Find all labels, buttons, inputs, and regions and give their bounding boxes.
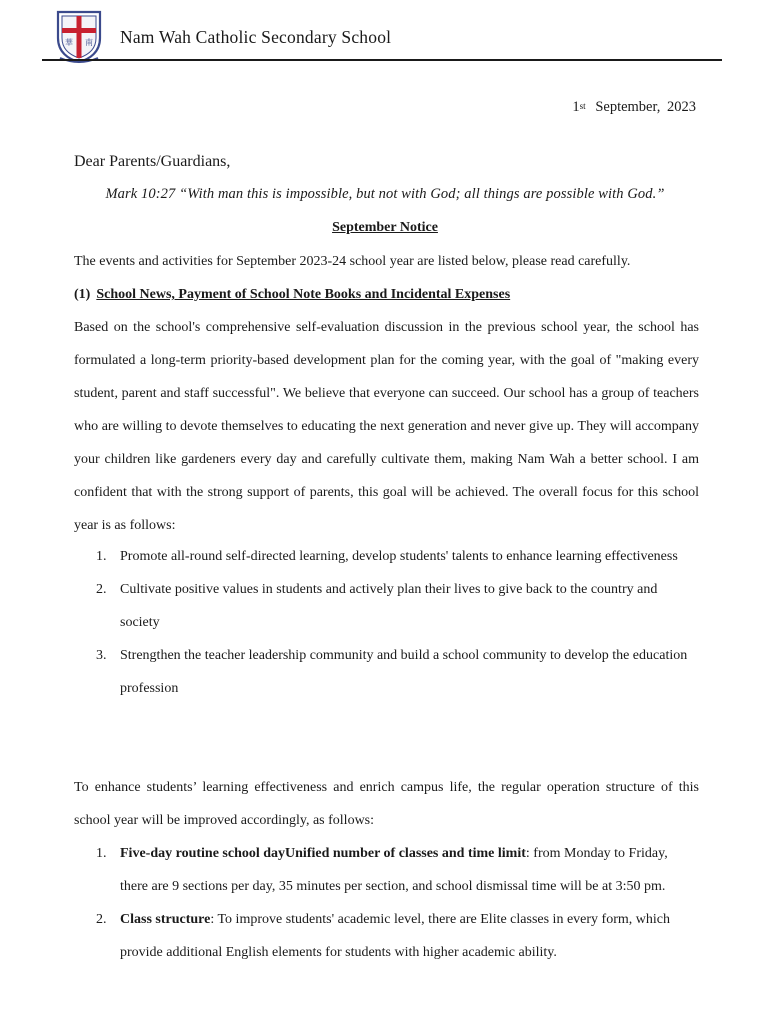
- greeting: Dear Parents/Guardians,: [74, 153, 231, 170]
- notice-title: September Notice: [332, 220, 438, 235]
- focus-list: [96, 540, 696, 705]
- list-item-text: Promote all-round self-directed learning, develop students' talents to enhance learning effectiveness: [120, 549, 678, 564]
- list-item: [96, 573, 696, 639]
- section-1-heading: [74, 287, 510, 303]
- list-item-text: : from Monday to Friday, there are 9 sections per day, 35 minutes per section, and school dismissal time will be at 3:50 pm.: [120, 846, 668, 894]
- list-item: [96, 540, 696, 573]
- list-item-number: 1.: [96, 549, 107, 564]
- section-1-number: (1): [74, 287, 91, 302]
- list-item-number: 1.: [96, 846, 107, 861]
- list-item: [96, 639, 696, 705]
- school-name: Nam Wah Catholic Secondary School: [120, 27, 392, 47]
- section-1-title: School News, Payment of School Note Books and Incidental Expenses: [96, 287, 511, 302]
- header-divider: [42, 59, 722, 61]
- structure-list: [96, 837, 696, 969]
- list-item: [96, 903, 696, 969]
- school-crest-icon: [52, 8, 106, 64]
- list-item-bold: Class structure: [120, 912, 211, 927]
- list-item-number: 2.: [96, 582, 107, 597]
- list-item-number: 2.: [96, 912, 107, 927]
- list-item-text: Strengthen the teacher leadership community and build a school community to develop the education profession: [120, 648, 688, 696]
- list-item: [96, 837, 696, 903]
- section-1-paragraph-2: To enhance students’ learning effectiveness and enrich campus life, the regular operation structure of this school year will be improved accordingly, as follows:: [74, 780, 699, 828]
- list-item-number: 3.: [96, 648, 107, 663]
- section-1-paragraph: Based on the school's comprehensive self-evaluation discussion in the previous school year, the school has formulated a long-term priority-based development plan for the coming year, with the goal of "making every student, parent and staff successful". We believe that everyone can succeed. Our school has a group of teachers who are willing to devote themselves to educating the next generation and never give up. They will accompany your children like gardeners every day and carefully cultivate them, making Nam Wah a better school. I am confident that with the strong support of parents, this goal will be achieved. The overall focus for this school year is as follows:: [74, 320, 699, 533]
- letterhead: [0, 0, 770, 64]
- crest-text-right: 南: [85, 38, 93, 47]
- letter-date: [572, 99, 696, 116]
- list-item-bold: Five-day routine school dayUnified number of classes and time limit: [120, 846, 526, 861]
- list-item-text: : To improve students' academic level, there are Elite classes in every form, which provide additional English elements for students with higher academic ability.: [120, 912, 670, 960]
- date-day: 1: [572, 99, 580, 115]
- crest-text-left: 華: [65, 38, 73, 47]
- intro-paragraph: The events and activities for September 2023-24 school year are listed below, please read carefully.: [74, 254, 631, 269]
- date-rest: September, 2023: [595, 99, 696, 115]
- list-item-text: Cultivate positive values in students and actively plan their lives to give back to the country and society: [120, 582, 658, 630]
- bible-verse: Mark 10:27 “With man this is impossible, but not with God; all things are possible with God.”: [105, 186, 665, 202]
- date-day-suffix: st: [579, 101, 586, 111]
